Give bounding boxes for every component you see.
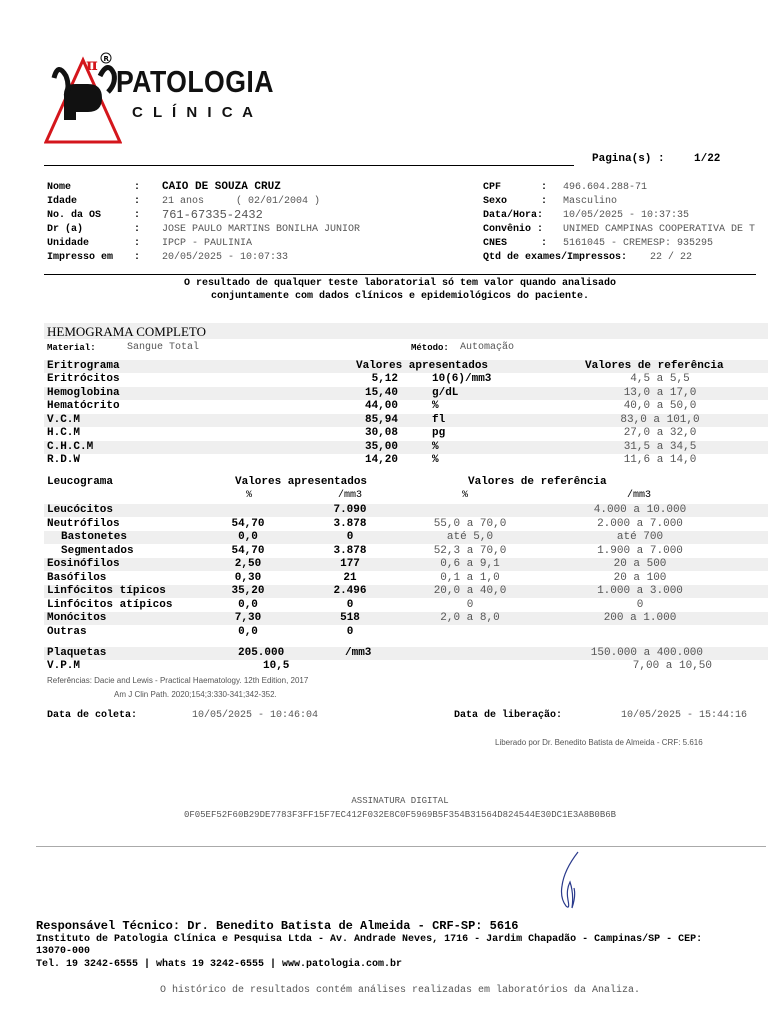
colon: : (134, 210, 141, 221)
material-label: Material: (47, 343, 96, 353)
platelets-ref: 150.000 a 400.000 (590, 647, 703, 659)
leuko-ref-percent: 0 (466, 598, 474, 611)
leuko-absolute: 518 (340, 612, 360, 624)
colon: : (134, 196, 141, 207)
leuko-ref-absolute: 1.900 a 7.000 (597, 544, 683, 557)
leuko-name: Neutrófilos (47, 517, 120, 530)
result-unit: fl (432, 413, 446, 426)
colon: : (541, 182, 548, 193)
patient-name: CAIO DE SOUZA CRUZ (162, 181, 281, 193)
leuco-sub-mm3: /mm3 (338, 490, 363, 501)
exam-title: HEMOGRAMA COMPLETO (47, 324, 207, 339)
leuco-sub-ref-pct: % (462, 490, 469, 501)
result-value: 14,20 (364, 454, 398, 466)
doctor-name: JOSE PAULO MARTINS BONILHA JUNIOR (162, 224, 361, 235)
leuko-absolute: 3.878 (333, 544, 367, 557)
colon: : (134, 182, 141, 193)
result-value: 15,40 (364, 386, 398, 399)
history-note: O histórico de resultados contém análises realizadas em laboratórios da Analiza. (159, 985, 641, 996)
result-reference: 11,6 a 14,0 (623, 454, 697, 466)
signature-title: ASSINATURA DIGITAL (351, 796, 449, 806)
printed-label: Impresso em (47, 252, 114, 263)
leuko-ref-absolute: 20 a 500 (613, 558, 667, 570)
leuko-name: Linfócitos atípicos (47, 598, 173, 611)
eritro-header-values: Valores apresentados (356, 360, 489, 372)
insurance-value: UNIMED CAMPINAS COOPERATIVA DE T (563, 224, 756, 235)
leuko-ref-percent: até 5,0 (446, 531, 494, 543)
leuko-percent: 7,30 (234, 612, 262, 624)
leuko-percent: 0,0 (238, 531, 258, 543)
leuko-percent: 54,70 (231, 517, 265, 530)
result-value: 30,08 (364, 427, 398, 439)
released-by: Liberado por Dr. Benedito Batista de Almeida - CRF: 5.616 (495, 738, 703, 747)
signature-hash: 0F05EF52F60B29DE7783F3FF15F7EC412F032E8C0F5969B5F354B31564D824544E30DC1E3A8B0B6B (183, 810, 617, 820)
result-unit: g/dL (432, 386, 459, 399)
cnes-value: 5161045 - CREMESP: 935295 (563, 238, 714, 249)
page-count-label: Pagina(s) : (592, 153, 665, 165)
age-label: Idade (47, 196, 78, 207)
colon: : (134, 238, 141, 249)
result-unit: pg (432, 427, 446, 439)
references-line-2: Am J Clin Path. 2020;154;3:330-341;342-352. (114, 690, 277, 699)
result-value: 85,94 (364, 413, 398, 426)
leuko-percent: 0,30 (234, 571, 262, 584)
logo-wordmark: PATOLOGIA (116, 64, 274, 99)
platelets-value: 205.000 (238, 647, 285, 659)
leuko-name: Monócitos (47, 612, 107, 624)
result-reference: 40,0 a 50,0 (623, 400, 697, 412)
method-label: Método: (411, 343, 449, 353)
result-unit: 10(6)/mm3 (432, 373, 492, 385)
insurance-label: Convênio : (483, 224, 544, 235)
patient-rule (44, 274, 756, 275)
result-value: 44,00 (364, 400, 398, 412)
leuko-absolute: 0 (346, 598, 354, 611)
leuko-ref-percent: 55,0 a 70,0 (433, 517, 507, 530)
institute-cep: 13070-000 (36, 946, 91, 957)
leuko-absolute: 21 (343, 571, 357, 584)
result-name: Eritrócitos (47, 373, 120, 385)
datetime-label: Data/Hora: (483, 210, 544, 221)
result-name: V.C.M (47, 413, 81, 426)
leuko-ref-absolute: 1.000 a 3.000 (597, 585, 683, 597)
unit-name: IPCP - PAULINIA (162, 238, 253, 249)
svg-text:π: π (86, 55, 98, 74)
result-name: C.H.C.M (47, 440, 94, 453)
handwritten-signature (552, 850, 592, 914)
result-reference: 31,5 a 34,5 (623, 440, 697, 453)
leuko-ref-absolute: 0 (636, 598, 644, 611)
institute-contact: Tel. 19 3242-6555 | whats 19 3242-6555 | www.patologia.com.br (36, 959, 403, 970)
leuko-name: Eosinófilos (47, 558, 120, 570)
lab-logo (44, 50, 284, 146)
material-value: Sangue Total (127, 342, 200, 353)
svg-text:R: R (103, 55, 109, 63)
leuko-absolute: 0 (346, 625, 354, 638)
leuko-name: Basófilos (47, 571, 107, 584)
exam-count-value: 22 / 22 (650, 252, 693, 263)
page-count-value: 1/22 (694, 153, 721, 165)
result-value: 5,12 (371, 373, 398, 385)
dr-label: Dr (a) (47, 224, 84, 235)
vpm-ref: 7,00 a 10,50 (632, 660, 712, 672)
colon: : (134, 252, 141, 263)
sex-label: Sexo (483, 196, 508, 207)
os-label: No. da OS (47, 210, 102, 221)
platelets-name: Plaquetas (47, 647, 107, 659)
leuko-name: Bastonetes (61, 531, 128, 543)
cpf-value: 496.604.288-71 (563, 182, 648, 193)
patient-age: 21 anos (162, 196, 205, 207)
vpm-name: V.P.M (47, 660, 81, 672)
leuko-ref-absolute: 4.000 a 10.000 (593, 504, 687, 516)
signature-rule (36, 846, 766, 847)
leuko-percent: 35,20 (231, 585, 265, 597)
leuko-percent: 0,0 (238, 625, 258, 638)
result-unit: % (432, 454, 439, 466)
leuko-absolute: 177 (340, 558, 360, 570)
result-reference: 4,5 a 5,5 (630, 373, 690, 385)
printed-at: 20/05/2025 - 10:07:33 (162, 252, 289, 263)
result-value: 35,00 (364, 440, 398, 453)
release-label: Data de liberação: (454, 710, 563, 721)
leuko-absolute: 3.878 (333, 517, 367, 530)
result-unit: % (432, 400, 439, 412)
result-reference: 83,0 a 101,0 (620, 413, 700, 426)
notice-line-2: conjuntamente com dados clínicos e epidemiológicos do paciente. (210, 291, 590, 302)
cpf-label: CPF (483, 182, 502, 193)
unit-label: Unidade (47, 238, 90, 249)
result-name: Hematócrito (47, 400, 120, 412)
leuko-ref-absolute: 200 a 1.000 (603, 612, 677, 624)
cnes-label: CNES (483, 238, 508, 249)
collection-date: 10/05/2025 - 10:46:04 (192, 710, 319, 721)
leuco-header-ref: Valores de referência (468, 476, 607, 488)
leuko-ref-percent: 0,1 a 1,0 (440, 571, 500, 584)
leuko-percent: 2,50 (234, 558, 262, 570)
leuko-absolute: 2.496 (333, 585, 367, 597)
result-unit: % (432, 440, 439, 453)
leuko-percent: 54,70 (231, 544, 265, 557)
method-value: Automação (460, 342, 515, 353)
result-name: H.C.M (47, 427, 81, 439)
leuko-name: Leucócitos (47, 504, 114, 516)
vpm-value: 10,5 (263, 660, 290, 672)
leuko-ref-absolute: 20 a 100 (613, 571, 667, 584)
responsible-tech: Responsável Técnico: Dr. Benedito Batista de Almeida - CRF-SP: 5616 (36, 919, 519, 933)
logo-subtitle: C L Í N I C A (132, 104, 257, 121)
collection-label: Data de coleta: (47, 710, 138, 721)
leuko-percent: 0,0 (238, 598, 258, 611)
result-name: Hemoglobina (47, 386, 120, 399)
institute-address: Instituto de Patologia Clínica e Pesquisa Ltda - Av. Andrade Neves, 1716 - Jardim Chapadão - Campinas/SP - CEP: (36, 934, 703, 945)
platelets-unit: /mm3 (345, 647, 372, 659)
leuko-ref-percent: 0,6 a 9,1 (440, 558, 500, 570)
colon: : (541, 238, 548, 249)
exam-count-label: Qtd de exames/Impressos: (483, 252, 628, 263)
leuco-header-name: Leucograma (47, 476, 114, 488)
leuco-sub-pct: % (246, 490, 253, 501)
eritro-header-name: Eritrograma (47, 360, 120, 372)
release-date: 10/05/2025 - 15:44:16 (621, 710, 748, 721)
logo-emblem-icon (44, 50, 122, 146)
colon: : (134, 224, 141, 235)
result-name: R.D.W (47, 454, 81, 466)
colon: : (541, 196, 548, 207)
os-number: 761-67335-2432 (162, 208, 263, 222)
header-rule (44, 165, 574, 166)
leuko-ref-percent: 20,0 a 40,0 (433, 585, 507, 597)
leuko-ref-percent: 2,0 a 8,0 (440, 612, 500, 624)
leuco-sub-ref-mm3: /mm3 (627, 490, 652, 501)
eritro-header-ref: Valores de referência (585, 360, 724, 372)
leuko-absolute: 0 (346, 531, 354, 543)
patient-birth: ( 02/01/2004 ) (236, 196, 321, 207)
leuko-name: Linfócitos típicos (47, 585, 166, 597)
leuco-header-values: Valores apresentados (235, 476, 368, 488)
leuko-ref-percent: 52,3 a 70,0 (433, 544, 507, 557)
sex-value: Masculino (563, 196, 618, 207)
references-line-1: Referências: Dacie and Lewis - Practical Haematology. 12th Edition, 2017 (47, 676, 309, 685)
name-label: Nome (47, 182, 72, 193)
leuko-ref-absolute: até 700 (616, 531, 664, 543)
leuko-name: Outras (47, 625, 87, 638)
leuko-name: Segmentados (61, 544, 134, 557)
notice-line-1: O resultado de qualquer teste laboratorial só tem valor quando analisado (183, 278, 617, 289)
result-reference: 13,0 a 17,0 (623, 386, 697, 399)
result-reference: 27,0 a 32,0 (623, 427, 697, 439)
datetime-value: 10/05/2025 - 10:37:35 (563, 210, 690, 221)
leuko-ref-absolute: 2.000 a 7.000 (597, 517, 683, 530)
leuko-absolute: 7.090 (333, 504, 367, 516)
